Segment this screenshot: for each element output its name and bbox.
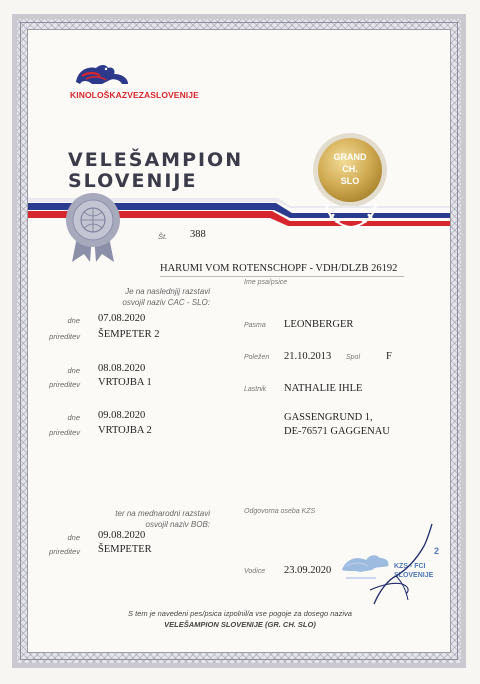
badge-line1: GRAND [333, 152, 367, 162]
sex-label: Spol [346, 354, 361, 361]
fci-seal-icon [60, 192, 126, 264]
dog-name: HARUMI VOM ROTENSCHOPF - VDH/DLZB 26192 [160, 263, 398, 274]
entry3-place: VRTOJBA 2 [98, 425, 152, 436]
stamp-text-line2: SLOVENIJE [394, 572, 434, 579]
stamp-number: 2 [434, 546, 440, 556]
certificate-number: 388 [190, 229, 206, 240]
address-line1: GASSENGRUND 1, [284, 412, 373, 423]
national-intro [60, 286, 210, 308]
footer [60, 608, 420, 630]
owner-label: Lastnik [244, 386, 267, 393]
born-label: Poležen [244, 354, 270, 361]
owner-value: NATHALIE IHLE [284, 383, 363, 394]
issue-place-label: Vodice [244, 568, 266, 575]
badge-line3: SLO [340, 176, 360, 186]
footer-line1: S tem je navedeni pes/psica izpolnil/a vse pogoje za dosego naziva [128, 609, 352, 618]
national-intro-line2: osvojil naziv CAC - SLO: [122, 298, 210, 307]
laurel-icon [318, 200, 384, 230]
national-intro-line1: Je na naslednjij razstavi [125, 287, 210, 296]
entry3-date-label: dne [67, 413, 80, 422]
responsible-label: Odgovorna oseba KZS [244, 508, 316, 515]
entry1-date-label: dne [67, 316, 80, 325]
title-line2: SLOVENIJE [68, 170, 198, 192]
entry2-date: 08.08.2020 [98, 363, 146, 374]
kzs-logo-text [70, 90, 199, 100]
entry2-organizer-label: prireditev [49, 380, 80, 389]
born-value: 21.10.2013 [284, 351, 332, 362]
name-divider [160, 276, 404, 277]
entry2-place: VRTOJBA 1 [98, 377, 152, 388]
kzs-logo-icon [70, 62, 130, 88]
page-title [68, 150, 243, 192]
international-intro [60, 508, 210, 530]
breed-value: LEONBERGER [284, 319, 354, 330]
title-line1: VELEŠAMPION [68, 149, 244, 171]
intl-date-label: dne [67, 533, 80, 542]
intl-organizer-label: prireditev [49, 547, 80, 556]
entry2-date-label: dne [67, 366, 80, 375]
dog-name-label: Ime psa/psice [244, 279, 288, 286]
entry3-date: 09.08.2020 [98, 410, 146, 421]
stamp-text-line1: KZS - FCI [394, 563, 426, 570]
intl-date: 09.08.2020 [98, 530, 146, 541]
entry1-date: 07.08.2020 [98, 313, 146, 324]
sex-value: F [386, 351, 392, 362]
signature [366, 520, 436, 612]
international-intro-line2: osvojil naziv BOB: [145, 520, 210, 529]
address-line2: DE-76571 GAGGENAU [284, 426, 390, 437]
breed-label: Pasma [244, 322, 266, 329]
entry3-organizer-label: prireditev [49, 428, 80, 437]
footer-line2: VELEŠAMPION SLOVENIJE (GR. CH. SLO) [164, 620, 316, 629]
intl-place: ŠEMPETER [98, 544, 152, 555]
entry1-organizer-label: prireditev [49, 332, 80, 341]
badge-line2: CH. [342, 164, 358, 174]
number-label: Št. [158, 232, 168, 241]
entry1-place: ŠEMPETER 2 [98, 329, 160, 340]
issue-date: 23.09.2020 [284, 565, 332, 576]
international-intro-line1: ter na mednarodni razstavi [115, 509, 210, 518]
logo-text: KINOLOŠKAZVEZASLOVENIJE [70, 90, 199, 100]
